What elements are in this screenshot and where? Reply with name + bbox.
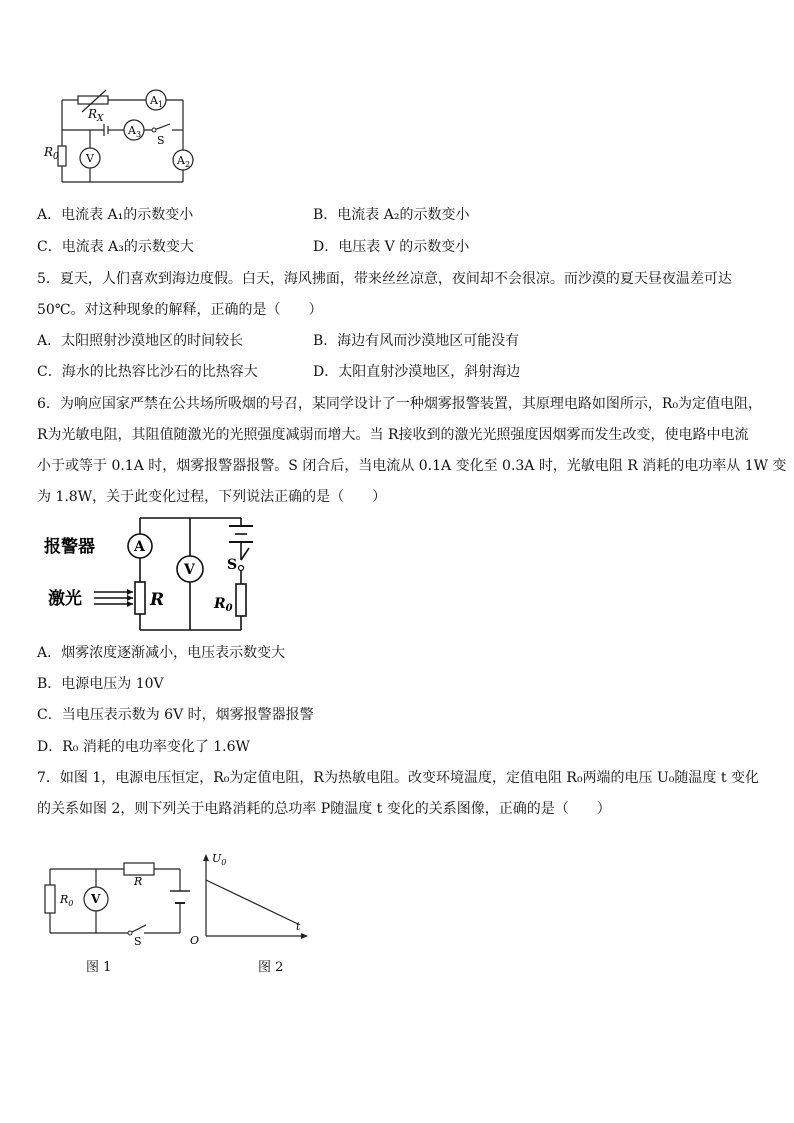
q4-a1-label: $A_1$ xyxy=(150,94,164,109)
q6-voltmeter-label: V xyxy=(184,562,195,578)
q7-fig2-caption: 图 2 xyxy=(258,960,284,975)
q4-option-d[interactable]: D．电压表 V 的示数变小 xyxy=(313,239,470,255)
q6-ammeter-label: A xyxy=(134,539,145,555)
q7-fig2-x-label: t xyxy=(296,920,301,933)
q6-option-d[interactable]: D．R₀ 消耗的电功率变化了 1.6W xyxy=(37,739,250,755)
q6-r-label: R xyxy=(150,590,165,610)
q7-stem-line2: 的关系如图 2，则下列关于电路消耗的总功率 P随温度 t 变化的关系图像，正确的是（ ） xyxy=(37,801,611,817)
q6-option-a[interactable]: A．烟雾浓度逐渐减小，电压表示数变大 xyxy=(37,645,286,661)
q4-a2-label: $A_2$ xyxy=(177,154,191,169)
q6-stem-line2: R为光敏电阻，其阻值随激光的光照强度减弱而增大。当 R接收到的激光光照强度因烟雾而发生改变，使电路中电流 xyxy=(37,427,749,443)
q6-stem-line1: 6．为响应国家严禁在公共场所吸烟的号召，某同学设计了一种烟雾报警装置，其原理电路如图所示，R₀为定值电阻， xyxy=(37,396,763,412)
q6-r0-label: $R_0$ xyxy=(214,596,233,614)
q6-circuit-diagram xyxy=(44,512,284,637)
q5-stem-line2: 50℃。对这种现象的解释，正确的是（ ） xyxy=(37,302,323,318)
q7-fig1-v-label: V xyxy=(91,892,101,906)
q5-option-c[interactable]: C．海水的比热容比沙石的比热容大 xyxy=(37,364,258,380)
q4-r0-label: $R_0$ xyxy=(44,145,59,162)
q4-rx-label: $R_X$ xyxy=(88,107,104,124)
q7-fig2-y-label: $U_0$ xyxy=(212,852,227,867)
q5-option-a[interactable]: A．太阳照射沙漠地区的时间较长 xyxy=(37,333,244,349)
q6-alarm-label: 报警器 xyxy=(44,537,95,557)
q4-s-label: S xyxy=(157,134,165,147)
q4-circuit-diagram xyxy=(40,86,210,186)
q4-a3-label: $A_3$ xyxy=(128,124,142,139)
q5-stem-line1: 5．夏天，人们喜欢到海边度假。白天，海风拂面，带来丝丝凉意，夜间却不会很凉。而沙漠的夏天昼夜温差可达 xyxy=(37,271,732,287)
q4-option-a[interactable]: A．电流表 A₁的示数变小 xyxy=(37,207,194,223)
q7-stem-line1: 7．如图 1，电源电压恒定，R₀为定值电阻，R为热敏电阻。改变环境温度，定值电阻 R₀两端的电压 U₀随温度 t 变化 xyxy=(37,770,759,786)
q4-option-b[interactable]: B．电流表 A₂的示数变小 xyxy=(313,207,470,223)
q6-s-label: S xyxy=(227,557,238,573)
q7-figure1-circuit xyxy=(40,855,200,945)
q7-fig1-s-label: S xyxy=(134,935,142,945)
q7-fig1-r-label: R xyxy=(134,875,143,888)
q5-option-b[interactable]: B．海边有风而沙漠地区可能没有 xyxy=(313,333,520,349)
q7-fig1-r0-label: $R_0$ xyxy=(60,893,74,908)
q6-option-b[interactable]: B．电源电压为 10V xyxy=(37,676,164,692)
q4-v-label: V xyxy=(86,152,94,165)
q7-fig2-origin-label: O xyxy=(190,934,200,947)
q5-option-d[interactable]: D．太阳直射沙漠地区，斜射海边 xyxy=(313,364,521,380)
q6-stem-line4: 为 1.8W，关于此变化过程，下列说法正确的是（ ） xyxy=(37,489,387,505)
q7-fig1-caption: 图 1 xyxy=(86,960,112,975)
q6-option-c[interactable]: C．当电压表示数为 6V 时，烟雾报警器报警 xyxy=(37,707,314,723)
q6-laser-label: 激光 xyxy=(48,589,82,609)
q6-stem-line3: 小于或等于 0.1A 时，烟雾报警器报警。S 闭合后，当电流从 0.1A 变化至 0.3A 时，光敏电阻 R 消耗的电功率从 1W 变 xyxy=(37,458,787,474)
q7-figure2-graph xyxy=(186,848,310,948)
q4-option-c[interactable]: C．电流表 A₃的示数变大 xyxy=(37,239,194,255)
